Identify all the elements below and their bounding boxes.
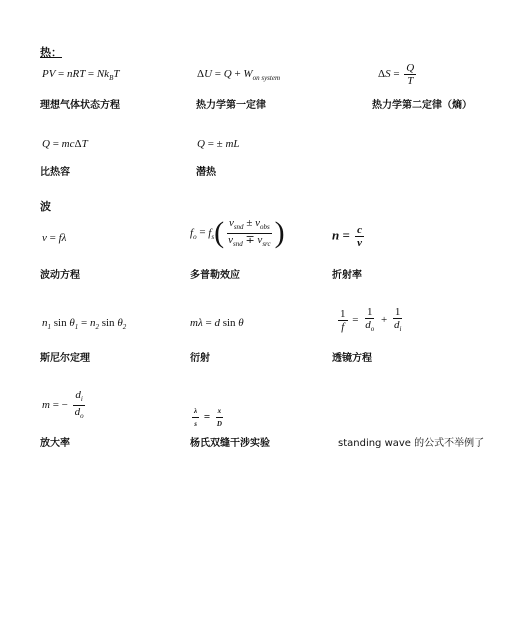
section-heading-heat: 热： bbox=[40, 46, 62, 59]
formula-ideal-gas: PV = nRT = $Nk_BT$ bbox=[42, 68, 120, 82]
label-wave-equation: 波动方程 bbox=[40, 270, 80, 281]
formula-specific-heat: Q = mcΔT bbox=[42, 138, 88, 150]
label-second-law: 热力学第二定律（熵） bbox=[372, 100, 472, 111]
formula-lens: $\frac{1}{f}$ = $\frac{1}{d_o}$ + $\frac{1}{d_i}$ bbox=[340, 306, 402, 333]
formula-snell: $n_1$ $\sin \theta_1 = n_2$ $\sin \theta_2$ bbox=[42, 317, 127, 331]
label-lens: 透镜方程 bbox=[332, 353, 372, 364]
label-diffraction: 衍射 bbox=[190, 353, 210, 364]
label-magnification: 放大率 bbox=[40, 438, 70, 449]
formula-diffraction: mλ = d sin θ bbox=[190, 317, 244, 329]
label-ideal-gas: 理想气体状态方程 bbox=[40, 100, 120, 111]
label-young: 杨氏双缝干涉实验 bbox=[190, 438, 270, 449]
formula-magnification: m = − $\frac{d_i}{d_o}$ bbox=[42, 389, 84, 420]
label-snell: 斯尼尔定理 bbox=[40, 353, 90, 364]
formula-refraction: n = $\frac{c}{v}$ bbox=[332, 224, 363, 249]
label-latent-heat: 潜热 bbox=[196, 167, 216, 178]
label-refraction: 折射率 bbox=[332, 270, 362, 281]
section-heading-waves: 波 bbox=[40, 200, 51, 213]
label-first-law: 热力学第一定律 bbox=[196, 100, 266, 111]
formula-second-law: ΔS = $\frac{Q}{T}$ bbox=[378, 62, 415, 87]
formula-latent-heat: Q = ± mL bbox=[197, 138, 240, 150]
formula-doppler: $f_o = f_s$( $\frac{v_{snd} \pm v_{obs}}{v_{snd} \mp v_{src}}$ ) bbox=[190, 216, 285, 249]
label-specific-heat: 比热容 bbox=[40, 167, 70, 178]
label-doppler: 多普勒效应 bbox=[190, 270, 240, 281]
formula-wave-equation: v = fλ bbox=[42, 232, 67, 244]
formula-young: $\frac{\lambda}{s}$ = $\frac{x}{D}$ bbox=[194, 407, 222, 428]
note-standing-wave: standing wave 的公式不举例了 bbox=[338, 438, 485, 449]
formula-first-law: $\Delta U = Q + W_{on system}$ bbox=[197, 68, 281, 82]
